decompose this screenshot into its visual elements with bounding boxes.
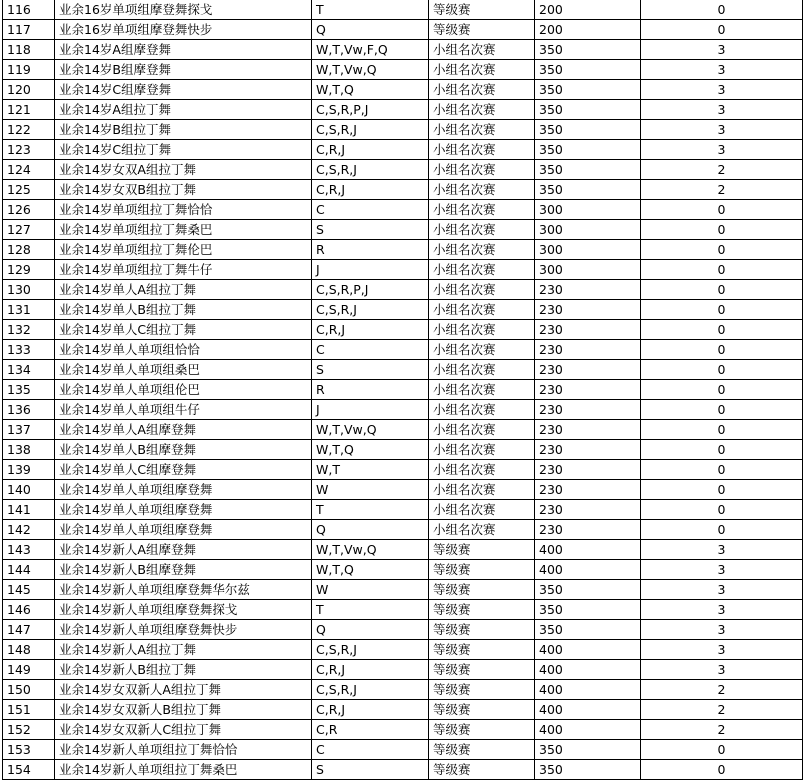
dances-cell: S: [312, 760, 429, 780]
competition-type-cell: 小组名次赛: [429, 220, 535, 240]
table-row: [3, 240, 803, 260]
dances-cell: R: [312, 380, 429, 400]
count-cell: 0: [641, 460, 803, 480]
fee-cell: 400: [535, 720, 641, 740]
competition-type-cell: 等级赛: [429, 700, 535, 720]
fee-cell: 400: [535, 540, 641, 560]
event-name-cell: 业余14岁单人A组拉丁舞: [55, 280, 312, 300]
dances-cell: W,T,Vw,Q: [312, 420, 429, 440]
fee-cell: 230: [535, 440, 641, 460]
dances-cell: W,T,Q: [312, 80, 429, 100]
event-number-cell: 120: [3, 80, 55, 100]
event-name-cell: 业余14岁单项组拉丁舞恰恰: [55, 200, 312, 220]
event-number-cell: 152: [3, 720, 55, 740]
event-number-cell: 149: [3, 660, 55, 680]
event-number-cell: 132: [3, 320, 55, 340]
dances-cell: C,R,J: [312, 140, 429, 160]
event-name-cell: 业余14岁女双B组拉丁舞: [55, 180, 312, 200]
event-name-cell: 业余14岁C组拉丁舞: [55, 140, 312, 160]
event-number-cell: 116: [3, 0, 55, 20]
competition-type-cell: 小组名次赛: [429, 440, 535, 460]
table-row: [3, 180, 803, 200]
event-name-cell: 业余14岁新人单项组拉丁舞桑巴: [55, 760, 312, 780]
fee-cell: 300: [535, 220, 641, 240]
event-number-cell: 140: [3, 480, 55, 500]
dances-cell: W,T,Vw,Q: [312, 60, 429, 80]
fee-cell: 400: [535, 660, 641, 680]
dances-cell: S: [312, 220, 429, 240]
table-row: [3, 740, 803, 760]
event-number-cell: 123: [3, 140, 55, 160]
event-number-cell: 121: [3, 100, 55, 120]
competition-type-cell: 小组名次赛: [429, 80, 535, 100]
event-name-cell: 业余16岁单项组摩登舞快步: [55, 20, 312, 40]
fee-cell: 350: [535, 600, 641, 620]
table-row: [3, 680, 803, 700]
dances-cell: C: [312, 200, 429, 220]
count-cell: 0: [641, 320, 803, 340]
fee-cell: 350: [535, 160, 641, 180]
fee-cell: 350: [535, 60, 641, 80]
dances-cell: Q: [312, 520, 429, 540]
event-name-cell: 业余14岁女双A组拉丁舞: [55, 160, 312, 180]
fee-cell: 230: [535, 400, 641, 420]
event-name-cell: 业余16岁单项组摩登舞探戈: [55, 0, 312, 20]
fee-cell: 400: [535, 680, 641, 700]
event-name-cell: 业余14岁单项组拉丁舞牛仔: [55, 260, 312, 280]
count-cell: 0: [641, 220, 803, 240]
competition-type-cell: 小组名次赛: [429, 180, 535, 200]
table-row: [3, 380, 803, 400]
fee-cell: 350: [535, 80, 641, 100]
event-name-cell: 业余14岁新人单项组摩登舞快步: [55, 620, 312, 640]
count-cell: 0: [641, 400, 803, 420]
table-row: [3, 540, 803, 560]
table-row: [3, 100, 803, 120]
competition-type-cell: 小组名次赛: [429, 260, 535, 280]
dances-cell: C,R,J: [312, 700, 429, 720]
dances-cell: C,S,R,J: [312, 120, 429, 140]
fee-cell: 350: [535, 140, 641, 160]
count-cell: 3: [641, 660, 803, 680]
dances-cell: C,S,R,J: [312, 680, 429, 700]
event-name-cell: 业余14岁单人A组摩登舞: [55, 420, 312, 440]
fee-cell: 350: [535, 740, 641, 760]
fee-cell: 230: [535, 320, 641, 340]
count-cell: 0: [641, 260, 803, 280]
count-cell: 0: [641, 340, 803, 360]
competition-type-cell: 小组名次赛: [429, 160, 535, 180]
dances-cell: C,R: [312, 720, 429, 740]
dances-cell: C: [312, 740, 429, 760]
event-number-cell: 128: [3, 240, 55, 260]
event-name-cell: 业余14岁新人B组拉丁舞: [55, 660, 312, 680]
event-number-cell: 124: [3, 160, 55, 180]
competition-type-cell: 等级赛: [429, 0, 535, 20]
count-cell: 3: [641, 640, 803, 660]
event-number-cell: 127: [3, 220, 55, 240]
table-row: [3, 760, 803, 780]
event-number-cell: 133: [3, 340, 55, 360]
event-name-cell: 业余14岁A组摩登舞: [55, 40, 312, 60]
count-cell: 2: [641, 180, 803, 200]
event-number-cell: 125: [3, 180, 55, 200]
event-number-cell: 150: [3, 680, 55, 700]
fee-cell: 300: [535, 240, 641, 260]
event-number-cell: 143: [3, 540, 55, 560]
event-name-cell: 业余14岁新人B组摩登舞: [55, 560, 312, 580]
competition-type-cell: 小组名次赛: [429, 320, 535, 340]
dances-cell: W,T: [312, 460, 429, 480]
competition-type-cell: 小组名次赛: [429, 300, 535, 320]
table-row: [3, 200, 803, 220]
fee-cell: 400: [535, 640, 641, 660]
competition-type-cell: 等级赛: [429, 760, 535, 780]
dances-cell: R: [312, 240, 429, 260]
count-cell: 0: [641, 420, 803, 440]
fee-cell: 230: [535, 300, 641, 320]
competition-type-cell: 等级赛: [429, 740, 535, 760]
event-name-cell: 业余14岁单人单项组伦巴: [55, 380, 312, 400]
table-row: [3, 700, 803, 720]
fee-cell: 230: [535, 340, 641, 360]
event-name-cell: 业余14岁女双新人A组拉丁舞: [55, 680, 312, 700]
count-cell: 3: [641, 40, 803, 60]
dances-cell: W,T,Vw,F,Q: [312, 40, 429, 60]
fee-cell: 400: [535, 560, 641, 580]
dances-cell: C: [312, 340, 429, 360]
event-number-cell: 148: [3, 640, 55, 660]
dances-cell: T: [312, 500, 429, 520]
count-cell: 0: [641, 440, 803, 460]
event-number-cell: 138: [3, 440, 55, 460]
count-cell: 3: [641, 60, 803, 80]
fee-cell: 350: [535, 100, 641, 120]
fee-cell: 230: [535, 500, 641, 520]
event-number-cell: 126: [3, 200, 55, 220]
count-cell: 3: [641, 100, 803, 120]
dances-cell: C,R,J: [312, 320, 429, 340]
count-cell: 3: [641, 80, 803, 100]
dances-cell: W: [312, 480, 429, 500]
count-cell: 0: [641, 20, 803, 40]
competition-type-cell: 小组名次赛: [429, 240, 535, 260]
competition-type-cell: 小组名次赛: [429, 280, 535, 300]
count-cell: 2: [641, 680, 803, 700]
competition-type-cell: 小组名次赛: [429, 500, 535, 520]
table-row: [3, 260, 803, 280]
count-cell: 3: [641, 600, 803, 620]
event-number-cell: 147: [3, 620, 55, 640]
dances-cell: J: [312, 400, 429, 420]
fee-cell: 400: [535, 700, 641, 720]
competition-type-cell: 等级赛: [429, 560, 535, 580]
count-cell: 0: [641, 760, 803, 780]
count-cell: 0: [641, 520, 803, 540]
dances-cell: C,S,R,P,J: [312, 280, 429, 300]
fee-cell: 350: [535, 580, 641, 600]
competition-type-cell: 小组名次赛: [429, 200, 535, 220]
table-row: [3, 640, 803, 660]
count-cell: 0: [641, 360, 803, 380]
event-number-cell: 134: [3, 360, 55, 380]
event-name-cell: 业余14岁新人单项组摩登舞探戈: [55, 600, 312, 620]
competition-type-cell: 等级赛: [429, 580, 535, 600]
count-cell: 0: [641, 240, 803, 260]
competition-type-cell: 小组名次赛: [429, 60, 535, 80]
event-name-cell: 业余14岁A组拉丁舞: [55, 100, 312, 120]
count-cell: 3: [641, 560, 803, 580]
competition-type-cell: 小组名次赛: [429, 340, 535, 360]
event-number-cell: 117: [3, 20, 55, 40]
count-cell: 0: [641, 380, 803, 400]
event-number-cell: 154: [3, 760, 55, 780]
event-name-cell: 业余14岁单人B组拉丁舞: [55, 300, 312, 320]
event-number-cell: 144: [3, 560, 55, 580]
competition-type-cell: 小组名次赛: [429, 460, 535, 480]
competition-type-cell: 小组名次赛: [429, 360, 535, 380]
fee-cell: 350: [535, 120, 641, 140]
table-row: [3, 500, 803, 520]
event-number-cell: 142: [3, 520, 55, 540]
competition-type-cell: 小组名次赛: [429, 40, 535, 60]
table-row: [3, 400, 803, 420]
event-number-cell: 135: [3, 380, 55, 400]
count-cell: 0: [641, 300, 803, 320]
fee-cell: 230: [535, 280, 641, 300]
competition-type-cell: 小组名次赛: [429, 100, 535, 120]
count-cell: 3: [641, 620, 803, 640]
count-cell: 0: [641, 740, 803, 760]
count-cell: 0: [641, 280, 803, 300]
event-name-cell: 业余14岁单人B组摩登舞: [55, 440, 312, 460]
count-cell: 2: [641, 720, 803, 740]
event-name-cell: 业余14岁单人单项组桑巴: [55, 360, 312, 380]
dances-cell: W,T,Vw,Q: [312, 540, 429, 560]
event-name-cell: 业余14岁女双新人B组拉丁舞: [55, 700, 312, 720]
table-row: [3, 120, 803, 140]
count-cell: 3: [641, 540, 803, 560]
competition-type-cell: 小组名次赛: [429, 420, 535, 440]
table-row: [3, 460, 803, 480]
fee-cell: 230: [535, 360, 641, 380]
table-row: [3, 140, 803, 160]
competition-type-cell: 等级赛: [429, 540, 535, 560]
competition-type-cell: 小组名次赛: [429, 120, 535, 140]
event-name-cell: 业余14岁新人单项组摩登舞华尔兹: [55, 580, 312, 600]
count-cell: 0: [641, 500, 803, 520]
table-row: [3, 220, 803, 240]
event-name-cell: 业余14岁单人单项组摩登舞: [55, 520, 312, 540]
event-name-cell: 业余14岁B组摩登舞: [55, 60, 312, 80]
event-name-cell: 业余14岁单人单项组摩登舞: [55, 500, 312, 520]
event-name-cell: 业余14岁新人A组摩登舞: [55, 540, 312, 560]
dances-cell: C,R,J: [312, 180, 429, 200]
table-row: [3, 560, 803, 580]
competition-type-cell: 等级赛: [429, 600, 535, 620]
table-row: [3, 580, 803, 600]
event-number-cell: 131: [3, 300, 55, 320]
event-name-cell: 业余14岁女双新人C组拉丁舞: [55, 720, 312, 740]
fee-cell: 350: [535, 620, 641, 640]
table-row: [3, 280, 803, 300]
dances-cell: Q: [312, 620, 429, 640]
competition-type-cell: 等级赛: [429, 620, 535, 640]
table-row: [3, 520, 803, 540]
table-row: [3, 40, 803, 60]
table-row: [3, 340, 803, 360]
event-name-cell: 业余14岁B组拉丁舞: [55, 120, 312, 140]
dances-cell: W: [312, 580, 429, 600]
dances-cell: Q: [312, 20, 429, 40]
count-cell: 0: [641, 200, 803, 220]
dances-cell: C,S,R,J: [312, 300, 429, 320]
competition-type-cell: 小组名次赛: [429, 400, 535, 420]
table-row: [3, 300, 803, 320]
table-row: [3, 620, 803, 640]
dances-cell: C,R,J: [312, 660, 429, 680]
event-name-cell: 业余14岁单项组拉丁舞桑巴: [55, 220, 312, 240]
dances-cell: S: [312, 360, 429, 380]
event-name-cell: 业余14岁新人A组拉丁舞: [55, 640, 312, 660]
table-row: [3, 20, 803, 40]
dances-cell: C,S,R,J: [312, 160, 429, 180]
count-cell: 3: [641, 580, 803, 600]
count-cell: 0: [641, 0, 803, 20]
competition-type-cell: 小组名次赛: [429, 480, 535, 500]
event-name-cell: 业余14岁单人单项组恰恰: [55, 340, 312, 360]
count-cell: 0: [641, 480, 803, 500]
event-number-cell: 118: [3, 40, 55, 60]
event-number-cell: 151: [3, 700, 55, 720]
event-number-cell: 141: [3, 500, 55, 520]
table-row: [3, 480, 803, 500]
table-row: [3, 60, 803, 80]
fee-cell: 300: [535, 260, 641, 280]
table-row: [3, 320, 803, 340]
table-row: [3, 80, 803, 100]
table-row: [3, 420, 803, 440]
event-number-cell: 130: [3, 280, 55, 300]
event-number-cell: 136: [3, 400, 55, 420]
fee-cell: 200: [535, 0, 641, 20]
dances-cell: C,S,R,J: [312, 640, 429, 660]
dances-cell: W,T,Q: [312, 560, 429, 580]
table-row: [3, 720, 803, 740]
event-number-cell: 153: [3, 740, 55, 760]
table-row: [3, 660, 803, 680]
competition-type-cell: 等级赛: [429, 680, 535, 700]
event-name-cell: 业余14岁单人C组摩登舞: [55, 460, 312, 480]
event-number-cell: 139: [3, 460, 55, 480]
dances-cell: W,T,Q: [312, 440, 429, 460]
table-row: [3, 160, 803, 180]
event-table-body: [3, 0, 803, 780]
dances-cell: T: [312, 600, 429, 620]
event-number-cell: 145: [3, 580, 55, 600]
event-name-cell: 业余14岁单人单项组摩登舞: [55, 480, 312, 500]
fee-cell: 230: [535, 480, 641, 500]
event-table: [2, 0, 803, 780]
count-cell: 3: [641, 140, 803, 160]
dances-cell: C,S,R,P,J: [312, 100, 429, 120]
competition-type-cell: 等级赛: [429, 720, 535, 740]
fee-cell: 230: [535, 460, 641, 480]
event-number-cell: 122: [3, 120, 55, 140]
fee-cell: 350: [535, 180, 641, 200]
event-name-cell: 业余14岁单项组拉丁舞伦巴: [55, 240, 312, 260]
count-cell: 2: [641, 700, 803, 720]
event-number-cell: 137: [3, 420, 55, 440]
dances-cell: J: [312, 260, 429, 280]
table-row: [3, 0, 803, 20]
fee-cell: 230: [535, 420, 641, 440]
event-name-cell: 业余14岁单人单项组牛仔: [55, 400, 312, 420]
event-name-cell: 业余14岁C组摩登舞: [55, 80, 312, 100]
event-number-cell: 119: [3, 60, 55, 80]
event-name-cell: 业余14岁新人单项组拉丁舞恰恰: [55, 740, 312, 760]
event-name-cell: 业余14岁单人C组拉丁舞: [55, 320, 312, 340]
competition-type-cell: 等级赛: [429, 660, 535, 680]
fee-cell: 230: [535, 520, 641, 540]
fee-cell: 350: [535, 40, 641, 60]
dances-cell: T: [312, 0, 429, 20]
competition-type-cell: 小组名次赛: [429, 380, 535, 400]
event-number-cell: 146: [3, 600, 55, 620]
table-row: [3, 600, 803, 620]
competition-type-cell: 小组名次赛: [429, 140, 535, 160]
fee-cell: 230: [535, 380, 641, 400]
count-cell: 3: [641, 120, 803, 140]
event-number-cell: 129: [3, 260, 55, 280]
table-row: [3, 440, 803, 460]
competition-type-cell: 等级赛: [429, 640, 535, 660]
count-cell: 2: [641, 160, 803, 180]
fee-cell: 200: [535, 20, 641, 40]
fee-cell: 350: [535, 760, 641, 780]
table-row: [3, 360, 803, 380]
competition-type-cell: 等级赛: [429, 20, 535, 40]
competition-type-cell: 小组名次赛: [429, 520, 535, 540]
fee-cell: 300: [535, 200, 641, 220]
